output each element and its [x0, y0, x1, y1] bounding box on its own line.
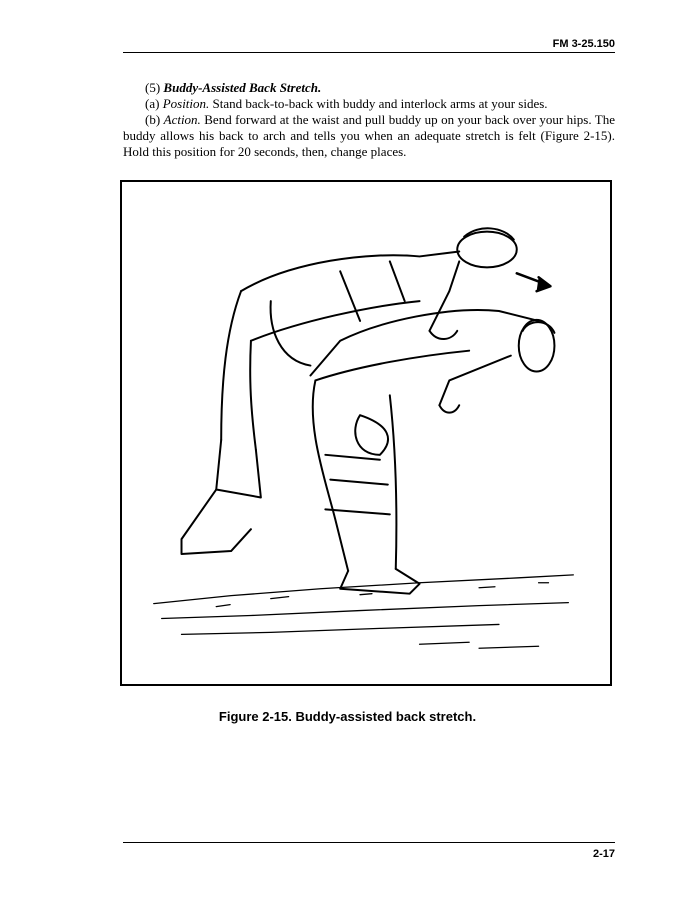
action-term: Action. [163, 112, 201, 127]
action-text: Bend forward at the waist and pull buddy up on your back over your hips. The buddy allows his back to arch and tells you when an adequate stretch is felt (Figure 2-15). Hold this position for 20 seconds, then, change places. [123, 112, 615, 159]
item-title: Buddy-Assisted Back Stretch. [163, 80, 322, 95]
bottom-soldier [310, 310, 554, 594]
page-footer [123, 842, 615, 863]
position-text: Stand back-to-back with buddy and interlock arms at your sides. [209, 96, 548, 111]
top-soldier [182, 228, 517, 554]
position-term: Position. [162, 96, 210, 111]
page-header [123, 38, 615, 53]
item-number: (5) [145, 80, 161, 95]
section-text [123, 80, 615, 160]
position-paragraph [123, 96, 615, 112]
ground-lines [154, 575, 574, 648]
document-id: FM 3-25.150 [552, 38, 615, 50]
buddy-stretch-illustration [122, 182, 610, 684]
figure-caption: Figure 2-15. Buddy-assisted back stretch. [218, 709, 477, 724]
motion-arrow [517, 273, 551, 291]
item-heading [123, 80, 615, 96]
page-number: 2-17 [592, 848, 615, 860]
action-label: (b) [145, 112, 161, 127]
action-paragraph [123, 112, 615, 160]
figure-frame [120, 180, 612, 686]
position-label: (a) [145, 96, 160, 111]
